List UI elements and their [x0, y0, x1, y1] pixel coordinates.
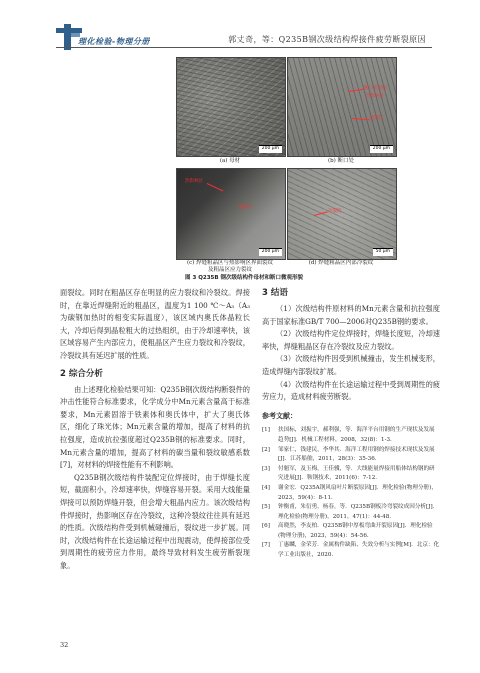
- annotation-label: 断口处焊接: [364, 86, 387, 91]
- conclusion-item: （4）次级结构件在长途运输过程中受到周期性的疲劳应力，造成材料疲劳断裂。: [262, 379, 440, 402]
- journal-name: 理化检验-物理分册: [78, 37, 150, 46]
- reference-item: [2] 邹家仁，钱建民，李华其．海洋工程用钢的焊接技术现状及发展[J]．江苏船舶，2011，28(3)：35-36.: [262, 446, 435, 463]
- reference-item: [6] 高晓然，李友柏．Q235B钢中厚板弯曲开裂原因[J]．理化检验(物理分册)，2023，59(4)：54-56.: [262, 523, 433, 539]
- scale-bar: 200 μm: [259, 145, 282, 154]
- figure-caption: 图 3 Q235B 钢次级结构件母材和断口微观形貌: [185, 275, 303, 281]
- body-paragraph: 由上述理化检验结果可知：Q235B钢次级结构断裂件的冲击性能符合标准要求，化学成分中Mn元素含量高于标准要求，Mn元素固溶于铁素体和奥氏体中，扩大了奥氏体区，细化了珠光体；Mn元素含量的增加，提高了材料的抗拉强度，造成抗拉强度超过Q235B钢的标准要求。同时，Mn元素含量的增加，提高了材料的碳当量和裂纹敏感系数[7]，对材料的焊接性能有不利影响。: [60, 384, 250, 470]
- annotation-label: 粗晶区: [239, 205, 253, 210]
- annotation-arrow: [348, 89, 364, 92]
- annotation-label: 热影响区: [366, 94, 384, 99]
- annotation-label: 冷裂纹: [328, 209, 342, 214]
- reference-item: [1] 扶国标，刘振宇，郝利强，等．海洋平台用钢的生产现状及发展趋势[J]．机械工程材料，2008，32(8)：1-3.: [262, 427, 435, 443]
- scale-bar: 200 μm: [259, 248, 282, 257]
- header-rule: [56, 47, 432, 48]
- page-number: 32: [60, 641, 69, 649]
- section-heading: 3 结语: [262, 288, 288, 298]
- annotation-arrow: [207, 183, 224, 191]
- annotation-label: 热影响区: [185, 179, 203, 184]
- reference-item: [5] 钟衡甫，朱衍勇，杨春，等．Q235B钢板冷弯裂纹成因分析[J]．理化检验(物理分册)，2011，47(1)：44-48.: [262, 504, 439, 520]
- micrograph-cold-crack: [287, 168, 397, 260]
- panel-caption-c: (c) 焊缝粗晶区与热影响区界面裂纹 及粗晶区应力裂纹: [186, 260, 274, 274]
- intro-paragraph: 面裂纹。同时在粗晶区存在明显的应力裂纹和冷裂纹。焊接时，在靠近焊缝附近的粗晶区，温度为1 100 ℃～A₃（A₃为碳钢加热时的相变实际温度），该区域内奥氏体晶粒长大，冷却后得到晶粒粗大的过热组织，由于冷却速率快，该区域容易产生内部应力，使粗晶区产生应力裂纹和冷裂纹，冷裂纹具有延迟扩展的性质。: [60, 288, 250, 360]
- annotation-arrow: [352, 118, 370, 120]
- micrograph-base-metal: [176, 57, 286, 157]
- annotation-label: 焊缝区: [370, 116, 384, 121]
- reference-item: [3] 付魁军，及玉梅，王佳骥，等．大线能量焊接用船体结构钢的研究进展[J]．鞍钢技术，2011(6)：7-12.: [262, 465, 435, 482]
- section-heading: 2 综合分析: [60, 368, 103, 379]
- conclusion-item: （1）次级结构件原材料的Mn元素含量和抗拉强度高于国家标准GB/T 700—2006对Q235B钢的要求。: [262, 304, 440, 326]
- body-paragraph: Q235B钢次级结构件装配定位焊接时，由于焊缝长度短，截面积小，冷却速率快，焊缝容易开裂。采用大线能量焊接可以预防焊缝开裂，但会增大粗晶内应力。该次级结构件焊接时，热影响区存在冷裂纹，这种冷裂纹往往具有延迟的性质。次级结构件受到机械碰撞后，裂纹进一步扩展。同时，次级结构件在长途运输过程中出现震动，使焊接部位受到周期性的疲劳应力作用，最终导致材料发生疲劳断裂现象。: [60, 472, 250, 570]
- left-column: [60, 287, 250, 572]
- micrograph-fracture: [287, 57, 397, 157]
- conclusion-item: （2）次级结构件定位焊接时，焊缝长度短，冷却速率快，焊缝粗晶区存在冷裂纹及应力裂纹。: [262, 329, 440, 351]
- annotation-arrow: [314, 211, 328, 215]
- panel-caption-b: (b) 断口处: [327, 158, 355, 164]
- panel-caption-a: (a) 母材: [219, 158, 241, 164]
- running-head: 郭丈奇，等：Q235B钢次级结构焊接件疲劳断裂原因: [228, 35, 426, 44]
- panel-caption-d: (d) 焊缝粗晶区内部冷裂纹: [308, 260, 374, 266]
- scale-bar: 50 μm: [373, 248, 393, 257]
- conclusion-item: （3）次级结构件因受到机械撞击，发生机械变形，造成焊缝内部裂纹扩展。: [262, 354, 440, 376]
- right-column: [262, 287, 440, 561]
- reference-item: [4] 谢金宏．Q235A钢风扇叶片断裂原因[J]．理化检验(物理分册)，2023，59(4)：8-11.: [262, 484, 437, 501]
- references-heading: 参考文献：: [262, 411, 297, 420]
- reference-item: [7] 丁惠麟，金荣芳．金属构件缺陷、失效分析与实例[M]．北京：化学工业出版社，2020.: [262, 542, 440, 559]
- scale-bar: 200 μm: [370, 145, 393, 154]
- micrograph-coarse-grain-interface: [176, 168, 286, 260]
- reference-list: [262, 426, 440, 560]
